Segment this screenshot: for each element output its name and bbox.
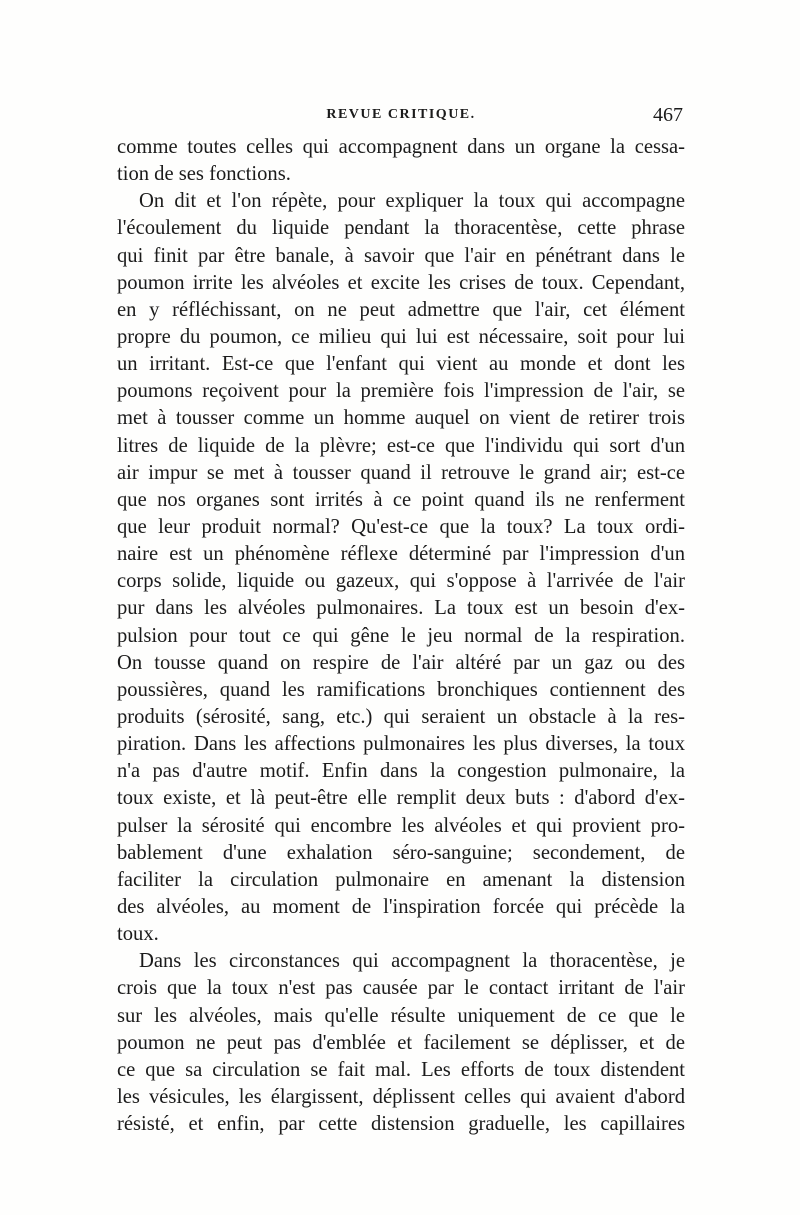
text-line: poussières, quand les ramifications bronchiques contiennent des (117, 678, 685, 701)
text-line: air impur se met à tousser quand il retrouve le grand air; est-ce (117, 461, 685, 484)
text-line: poumon irrite les alvéoles et excite les crises de toux. Cependant, (117, 271, 685, 294)
paragraph (117, 134, 685, 188)
text-line: tion de ses fonctions. (117, 163, 291, 186)
text-line: ce que sa circulation se fait mal. Les efforts de toux distendent (117, 1058, 685, 1081)
text-line: faciliter la circulation pulmonaire en amenant la distension (117, 868, 685, 891)
text-line: produits (sérosité, sang, etc.) qui seraient un obstacle à la res- (117, 705, 685, 728)
text-line: poumon ne peut pas d'emblée et facilement se déplisser, et de (117, 1031, 685, 1054)
text-line: résisté, et enfin, par cette distension graduelle, les capillaires (117, 1113, 685, 1136)
text-line: On tousse quand on respire de l'air altéré par un gaz ou des (117, 651, 685, 674)
page-number: 467 (653, 104, 683, 126)
text-line: toux existe, et là peut-être elle remplit deux buts : d'abord d'ex- (117, 787, 685, 810)
text-line: litres de liquide de la plèvre; est-ce que l'individu qui sort d'un (117, 434, 685, 457)
running-title: REVUE CRITIQUE. (326, 107, 476, 122)
text-line: propre du poumon, ce milieu qui lui est nécessaire, soit pour lui (117, 325, 685, 348)
text-line: les vésicules, les élargissent, déplissent celles qui avaient d'abord (117, 1085, 685, 1108)
text-line: pur dans les alvéoles pulmonaires. La toux est un besoin d'ex- (117, 597, 685, 620)
text-line: n'a pas d'autre motif. Enfin dans la congestion pulmonaire, la (117, 760, 685, 783)
text-line: piration. Dans les affections pulmonaires les plus diverses, la toux (117, 733, 685, 756)
text-line: en y réfléchissant, on ne peut admettre que l'air, cet élément (117, 298, 685, 321)
text-line: sur les alvéoles, mais qu'elle résulte uniquement de ce que le (117, 1004, 685, 1027)
text-line: crois que la toux n'est pas causée par le contact irritant de l'air (117, 977, 685, 1000)
page-header (117, 104, 685, 128)
text-line: comme toutes celles qui accompagnent dans un organe la cessa- (117, 136, 685, 158)
text-line: Dans les circonstances qui accompagnent la thoracentèse, je (139, 950, 685, 973)
paragraph (117, 188, 685, 948)
text-line: des alvéoles, au moment de l'inspiration forcée qui précède la (117, 895, 685, 918)
text-line: met à tousser comme un homme auquel on vient de retirer trois (117, 407, 685, 430)
text-line: pulsion pour tout ce qui gêne le jeu normal de la respiration. (117, 624, 685, 647)
text-line: que leur produit normal? Qu'est-ce que la toux? La toux ordi- (117, 515, 685, 538)
text-line: poumons reçoivent pour la première fois l'impression de l'air, se (117, 380, 685, 403)
body-text (117, 134, 685, 1138)
text-line: l'écoulement du liquide pendant la thoracentèse, cette phrase (117, 217, 685, 240)
text-line: qui finit par être banale, à savoir que l'air en pénétrant dans le (117, 244, 685, 267)
text-line: toux. (117, 923, 159, 946)
text-line: un irritant. Est-ce que l'enfant qui vient au monde et dont les (117, 353, 685, 376)
text-line: bablement d'une exhalation séro-sanguine; secondement, de (117, 841, 685, 864)
text-line: corps solide, liquide ou gazeux, qui s'oppose à l'arrivée de l'air (117, 570, 685, 593)
text-line: pulser la sérosité qui encombre les alvéoles et qui provient pro- (117, 814, 685, 837)
text-line: naire est un phénomène réflexe déterminé par l'impression d'un (117, 543, 685, 566)
paragraph (117, 948, 685, 1138)
text-line: que nos organes sont irrités à ce point quand ils ne renferment (117, 488, 685, 511)
text-line: On dit et l'on répète, pour expliquer la toux qui accompagne (139, 190, 685, 213)
